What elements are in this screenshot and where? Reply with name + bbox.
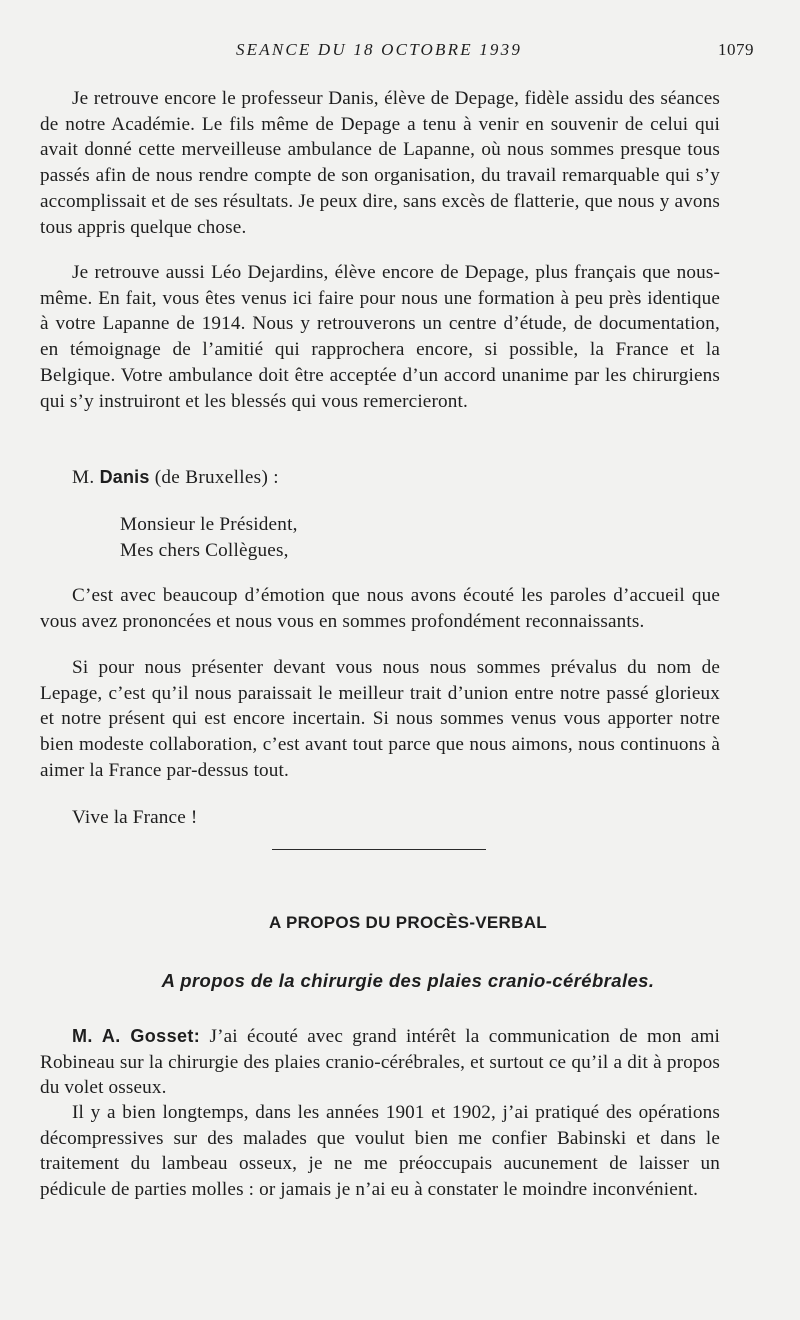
speaker-line bbox=[40, 464, 752, 491]
salutation-line: Monsieur le Président, bbox=[120, 514, 298, 535]
paragraph: Je retrouve encore le professeur Danis, élève de Depage, fidèle assidu des séances de notre Académie. Le fils même de Depage a tenu à venir en souvenir de celui qui avait donné cette merveilleuse ambulance de Lapanne, où nous sommes presque tous passés afin de nous rendre compte de son organisation, du travail remarquable qui s’y accomplissait et de ses résultats. Je peux dire, sans excès de flatterie, que nous y avons tous appris quelque chose. bbox=[40, 88, 720, 238]
salutation bbox=[120, 512, 520, 564]
speaker-prefix: M. bbox=[72, 467, 95, 488]
paragraph: Je retrouve aussi Léo Dejardins, élève encore de Depage, plus français que nous-même. En fait, vous êtes venus ici faire pour nous une formation à peu près identique à votre Lapanne de 1914. Nous y retrouverons un centre d’étude, de documentation, en témoignage de l’amitié qui rapprochera encore, si possible, la France et la Belgique. Votre ambulance doit être acceptée d’un accord unanime par les chirurgiens qui s’y instruiront et les blessés qui vous remercieront. bbox=[40, 262, 720, 412]
speaker-name: M. A. Gosset: bbox=[72, 1026, 201, 1046]
salutation-line: Mes chers Collègues, bbox=[120, 540, 289, 561]
paragraph: Si pour nous présenter devant vous nous nous sommes prévalus du nom de Lepage, c’est qu’il nous paraissait le meilleur trait d’union entre notre passé glorieux et notre présent qui est encore incertain. Si nous sommes venus vous apporter notre bien modeste collaboration, c’est avant tout parce que nous aimons, nous continuons à aimer la France par-dessus tout. bbox=[40, 657, 720, 781]
section-subheading: A propos de la chirurgie des plaies cranio-cérébrales. bbox=[161, 970, 655, 991]
paragraph bbox=[40, 1024, 720, 1101]
paragraph: C’est avec beaucoup d’émotion que nous avons écouté les paroles d’accueil que vous avez prononcées et nous vous en sommes profondément reconnaissants. bbox=[40, 585, 720, 632]
paragraph: Il y a bien longtemps, dans les années 1901 et 1902, j’ai pratiqué des opérations décompressives sur des malades que voulut bien me confier Babinski et dans le traitement du lambeau osseux, je ne me préoccupais aucunement de laisser un pédicule de parties molles : or jamais je n’ai eu à constater le moindre inconvénient. bbox=[40, 1102, 720, 1201]
section-heading: A PROPOS DU PROCÈS-VERBAL bbox=[269, 913, 547, 932]
speaker-name: Danis bbox=[99, 467, 150, 487]
paragraph-text: J’ai écouté avec grand intérêt la communication de mon ami Robineau sur la chirurgie des plaies cranio-cérébrales, et surtout ce qu’il a dit à propos du volet osseux. bbox=[40, 1026, 720, 1099]
closing-line: Vive la France ! bbox=[72, 807, 198, 828]
running-title: SEANCE DU 18 OCTOBRE 1939 bbox=[235, 40, 523, 59]
speaker-origin: (de Bruxelles) : bbox=[154, 467, 279, 488]
page-number: 1079 bbox=[718, 40, 754, 59]
section-divider bbox=[272, 849, 486, 850]
running-header bbox=[0, 40, 800, 64]
